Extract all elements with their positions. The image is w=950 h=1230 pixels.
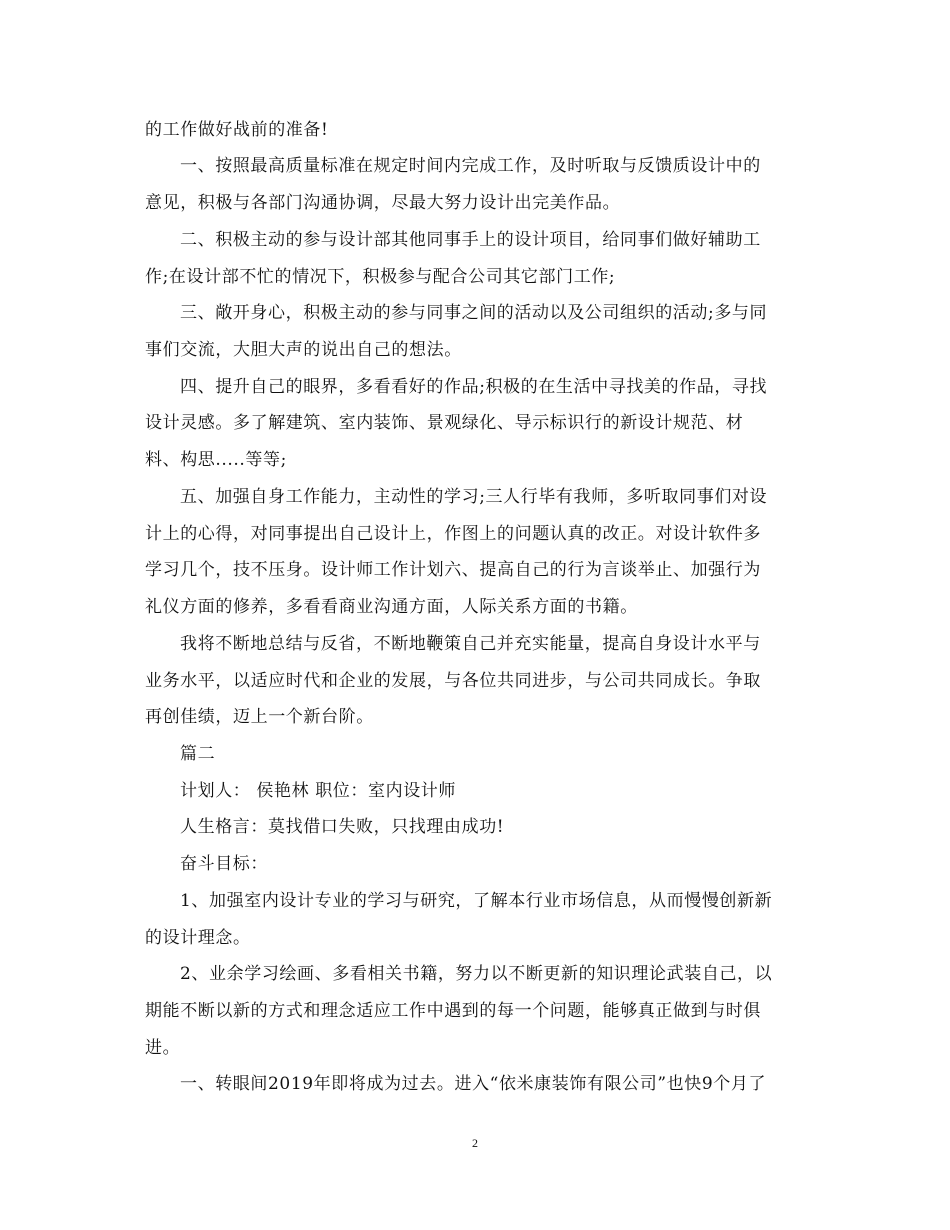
- text-line: 二、积极主动的参与设计部其他同事手上的设计项目，给同事们做好辅助工: [180, 230, 761, 250]
- text-line: 学习几个，技不压身。设计师工作计划六、提高自己的行为言谈举止、加强行为: [145, 560, 761, 580]
- text-line: 1、加强室内设计专业的学习与研究，了解本行业市场信息，从而慢慢创新新: [180, 891, 773, 911]
- text-line: 的设计理念。: [145, 928, 251, 948]
- section-heading: 篇二: [180, 744, 216, 764]
- text-line: 进。: [145, 1038, 181, 1058]
- text-line: 2、业余学习绘画、多看相关书籍，努力以不断更新的知识理论武装自己，以: [180, 964, 773, 984]
- text-line: 礼仪方面的修养，多看看商业沟通方面，人际关系方面的书籍。: [145, 597, 638, 617]
- text-line: 计上的心得，对同事提出自己设计上，作图上的问题认真的改正。对设计软件多: [145, 524, 761, 544]
- text-line: 的工作做好战前的准备!: [145, 120, 329, 140]
- text-line: 作;在设计部不忙的情况下，积极参与配合公司其它部门工作;: [145, 267, 616, 287]
- text-line: 期能不断以新的方式和理念适应工作中遇到的每一个问题，能够真正做到与时俱: [145, 1001, 761, 1021]
- text-line: 奋斗目标：: [180, 854, 268, 874]
- text-line: 事们交流，大胆大声的说出自己的想法。: [145, 340, 462, 360]
- text-line: 一、转眼间2019年即将成为过去。进入“依米康装饰有限公司”也快9个月了: [180, 1074, 767, 1094]
- text-line: 料、构思.....等等;: [145, 450, 287, 470]
- text-line: 三、敞开身心，积极主动的参与同事之间的活动以及公司组织的活动;多与同: [180, 303, 768, 323]
- text-line: 再创佳绩，迈上一个新台阶。: [145, 707, 374, 727]
- text-line: 一、按照最高质量标准在规定时间内完成工作，及时听取与反馈质设计中的: [180, 156, 761, 176]
- text-line: 意见，积极与各部门沟通协调，尽最大努力设计出完美作品。: [145, 193, 621, 213]
- text-line: 人生格言：莫找借口失败，只找理由成功!: [180, 817, 505, 837]
- text-line: 我将不断地总结与反省，不断地鞭策自己并充实能量，提高自身设计水平与: [180, 634, 761, 654]
- text-line: 设计灵感。多了解建筑、室内装饰、景观绿化、导示标识行的新设计规范、材: [145, 413, 744, 433]
- text-line: 四、提升自己的眼界，多看看好的作品;积极的在生活中寻找美的作品，寻找: [180, 377, 768, 397]
- text-line: 业务水平，以适应时代和企业的发展，与各位共同进步，与公司共同成长。争取: [145, 671, 761, 691]
- page-number: 2: [472, 1136, 478, 1150]
- text-line: 计划人： 侯艳林 职位：室内设计师: [180, 781, 457, 801]
- text-line: 五、加强自身工作能力，主动性的学习;三人行毕有我师，多听取同事们对设: [180, 487, 768, 507]
